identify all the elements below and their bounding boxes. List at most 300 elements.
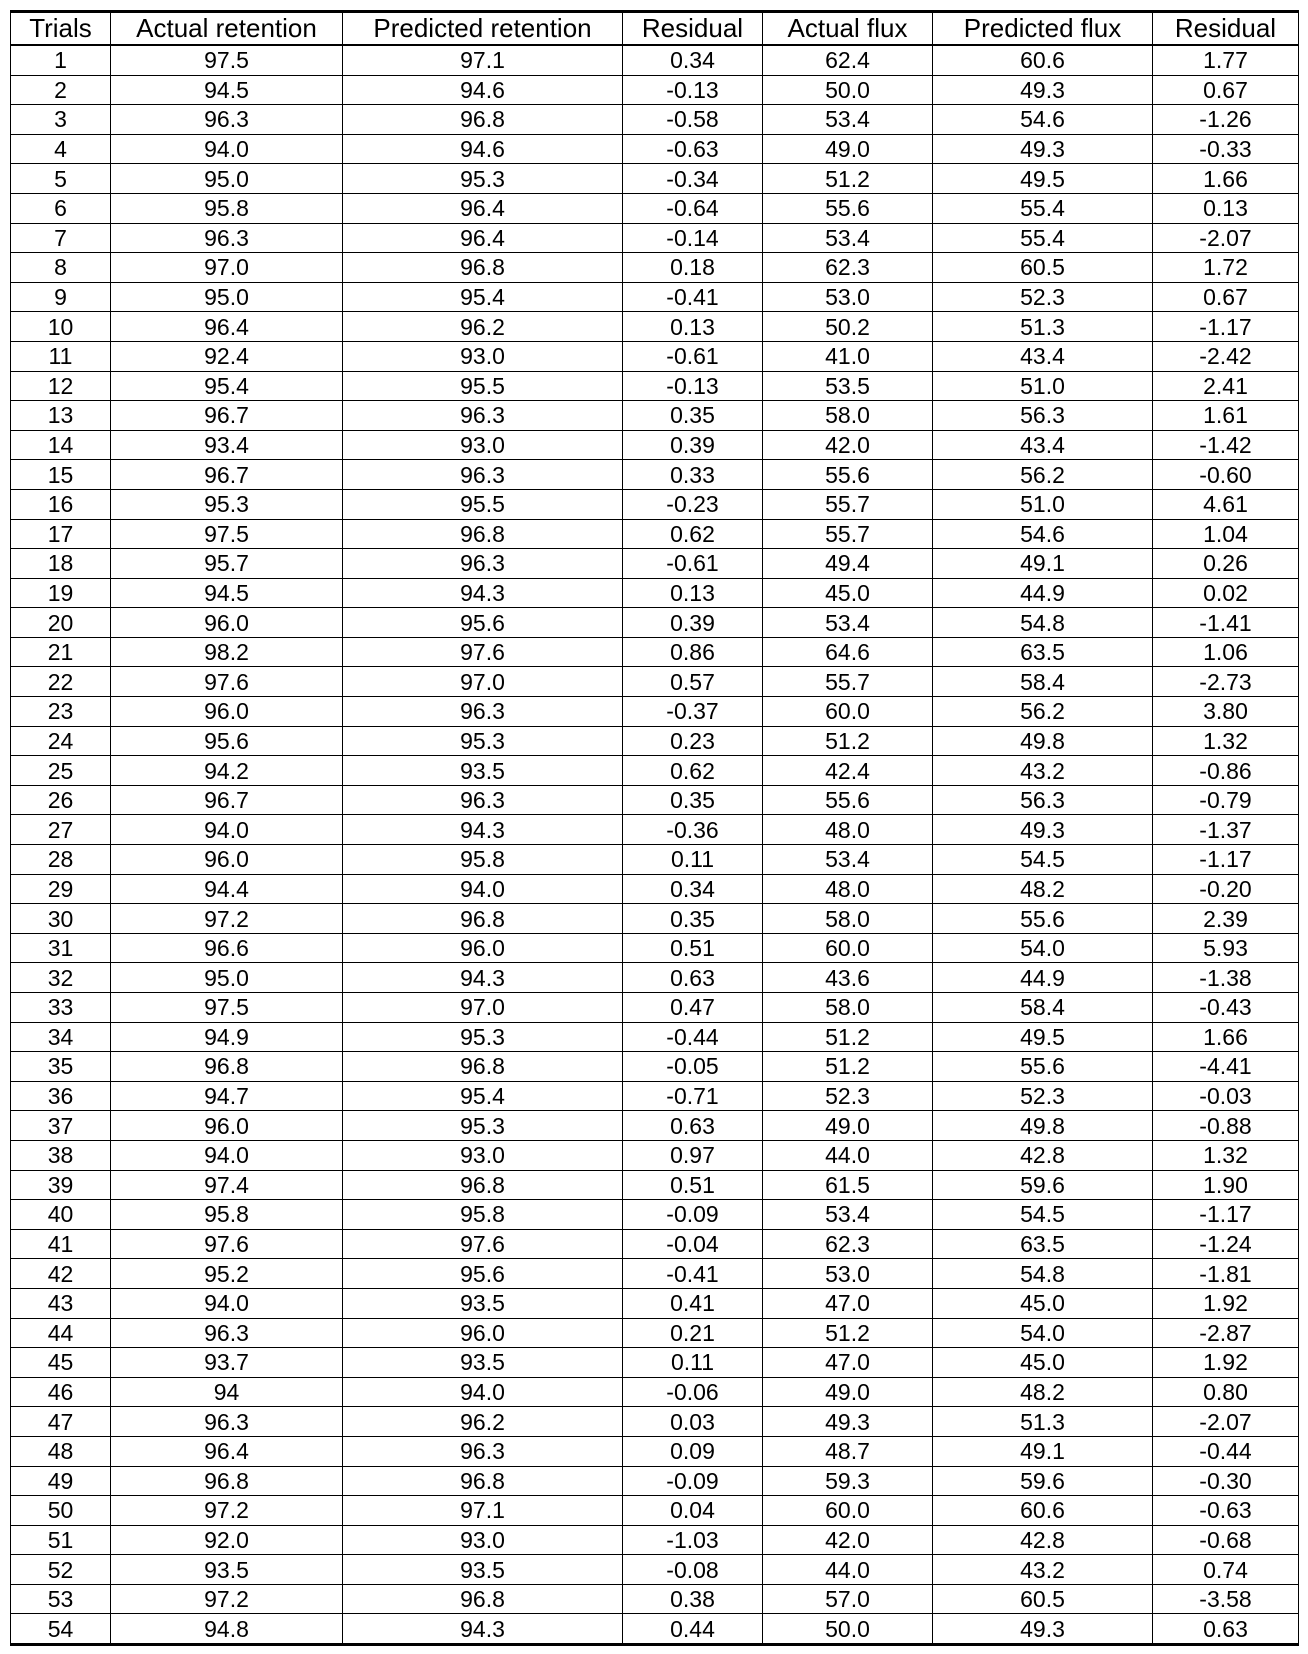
cell-residual-flux: 5.93 bbox=[1153, 933, 1299, 963]
table-row bbox=[11, 1525, 1299, 1555]
cell-residual-flux: 0.80 bbox=[1153, 1377, 1299, 1407]
cell-residual-retention: -0.05 bbox=[623, 1052, 763, 1082]
cell-predicted-retention: 96.8 bbox=[343, 105, 623, 135]
cell-actual-retention: 97.2 bbox=[111, 1584, 343, 1614]
cell-residual-flux: -0.33 bbox=[1153, 134, 1299, 164]
cell-residual-retention: 0.39 bbox=[623, 430, 763, 460]
table-row bbox=[11, 549, 1299, 579]
cell-residual-flux: -1.17 bbox=[1153, 845, 1299, 875]
cell-actual-retention: 94.4 bbox=[111, 874, 343, 904]
cell-trial: 28 bbox=[11, 845, 111, 875]
cell-actual-flux: 48.7 bbox=[763, 1436, 933, 1466]
table-row bbox=[11, 845, 1299, 875]
cell-predicted-flux: 54.8 bbox=[933, 608, 1153, 638]
cell-actual-retention: 95.3 bbox=[111, 489, 343, 519]
cell-residual-retention: 0.63 bbox=[623, 1111, 763, 1141]
cell-predicted-flux: 42.8 bbox=[933, 1525, 1153, 1555]
cell-trial: 18 bbox=[11, 549, 111, 579]
cell-predicted-retention: 97.0 bbox=[343, 667, 623, 697]
table-row bbox=[11, 697, 1299, 727]
cell-predicted-retention: 96.3 bbox=[343, 460, 623, 490]
cell-actual-retention: 97.5 bbox=[111, 519, 343, 549]
cell-predicted-retention: 95.5 bbox=[343, 489, 623, 519]
cell-predicted-flux: 43.2 bbox=[933, 1555, 1153, 1585]
cell-residual-flux: -1.17 bbox=[1153, 312, 1299, 342]
cell-residual-flux: 1.66 bbox=[1153, 1022, 1299, 1052]
cell-trial: 4 bbox=[11, 134, 111, 164]
cell-trial: 15 bbox=[11, 460, 111, 490]
cell-residual-flux: 1.72 bbox=[1153, 253, 1299, 283]
cell-actual-retention: 97.4 bbox=[111, 1170, 343, 1200]
cell-residual-retention: 0.38 bbox=[623, 1584, 763, 1614]
cell-residual-flux: 4.61 bbox=[1153, 489, 1299, 519]
cell-predicted-retention: 93.0 bbox=[343, 430, 623, 460]
cell-predicted-retention: 95.4 bbox=[343, 1081, 623, 1111]
cell-trial: 51 bbox=[11, 1525, 111, 1555]
cell-residual-flux: -1.38 bbox=[1153, 963, 1299, 993]
table-row bbox=[11, 637, 1299, 667]
cell-actual-retention: 97.6 bbox=[111, 667, 343, 697]
cell-actual-flux: 60.0 bbox=[763, 1496, 933, 1526]
cell-trial: 37 bbox=[11, 1111, 111, 1141]
cell-predicted-retention: 94.3 bbox=[343, 963, 623, 993]
table-row bbox=[11, 608, 1299, 638]
cell-actual-flux: 59.3 bbox=[763, 1466, 933, 1496]
cell-predicted-flux: 52.3 bbox=[933, 1081, 1153, 1111]
cell-actual-retention: 96.3 bbox=[111, 223, 343, 253]
table-row bbox=[11, 341, 1299, 371]
cell-predicted-flux: 63.5 bbox=[933, 637, 1153, 667]
cell-actual-retention: 97.0 bbox=[111, 253, 343, 283]
cell-predicted-flux: 54.8 bbox=[933, 1259, 1153, 1289]
cell-predicted-flux: 56.3 bbox=[933, 785, 1153, 815]
cell-trial: 10 bbox=[11, 312, 111, 342]
cell-actual-retention: 95.4 bbox=[111, 371, 343, 401]
cell-actual-retention: 94.5 bbox=[111, 578, 343, 608]
cell-predicted-retention: 97.6 bbox=[343, 637, 623, 667]
cell-actual-flux: 57.0 bbox=[763, 1584, 933, 1614]
cell-predicted-retention: 95.3 bbox=[343, 1022, 623, 1052]
cell-predicted-retention: 96.8 bbox=[343, 1584, 623, 1614]
cell-actual-flux: 53.4 bbox=[763, 105, 933, 135]
table-row bbox=[11, 815, 1299, 845]
cell-residual-retention: 0.62 bbox=[623, 519, 763, 549]
cell-residual-retention: -1.03 bbox=[623, 1525, 763, 1555]
cell-actual-retention: 92.0 bbox=[111, 1525, 343, 1555]
cell-residual-retention: -0.13 bbox=[623, 75, 763, 105]
header-predicted-retention: Predicted retention bbox=[343, 12, 623, 46]
cell-actual-retention: 97.2 bbox=[111, 904, 343, 934]
cell-predicted-flux: 60.6 bbox=[933, 45, 1153, 75]
table-row bbox=[11, 933, 1299, 963]
cell-residual-retention: -0.13 bbox=[623, 371, 763, 401]
table-row bbox=[11, 282, 1299, 312]
cell-actual-flux: 50.0 bbox=[763, 75, 933, 105]
table-header bbox=[11, 12, 1299, 46]
cell-residual-retention: 0.23 bbox=[623, 726, 763, 756]
data-table-container bbox=[10, 10, 1298, 1646]
table-row bbox=[11, 1466, 1299, 1496]
cell-actual-retention: 96.0 bbox=[111, 697, 343, 727]
cell-trial: 32 bbox=[11, 963, 111, 993]
cell-predicted-flux: 48.2 bbox=[933, 874, 1153, 904]
cell-predicted-flux: 49.5 bbox=[933, 1022, 1153, 1052]
cell-residual-flux: -0.63 bbox=[1153, 1496, 1299, 1526]
cell-predicted-flux: 48.2 bbox=[933, 1377, 1153, 1407]
cell-residual-retention: 0.39 bbox=[623, 608, 763, 638]
cell-predicted-flux: 54.6 bbox=[933, 105, 1153, 135]
cell-predicted-retention: 93.5 bbox=[343, 1348, 623, 1378]
cell-predicted-flux: 43.2 bbox=[933, 756, 1153, 786]
table-row bbox=[11, 1436, 1299, 1466]
cell-predicted-flux: 49.3 bbox=[933, 1614, 1153, 1645]
table-row bbox=[11, 1496, 1299, 1526]
cell-predicted-retention: 95.8 bbox=[343, 845, 623, 875]
cell-actual-flux: 43.6 bbox=[763, 963, 933, 993]
table-body bbox=[11, 45, 1299, 1645]
cell-actual-flux: 51.2 bbox=[763, 1052, 933, 1082]
cell-actual-flux: 64.6 bbox=[763, 637, 933, 667]
cell-actual-flux: 55.7 bbox=[763, 519, 933, 549]
cell-actual-flux: 53.4 bbox=[763, 608, 933, 638]
cell-actual-retention: 96.7 bbox=[111, 785, 343, 815]
header-residual-retention: Residual bbox=[623, 12, 763, 46]
cell-predicted-retention: 93.0 bbox=[343, 1140, 623, 1170]
cell-trial: 6 bbox=[11, 193, 111, 223]
table-row bbox=[11, 1200, 1299, 1230]
retention-flux-table bbox=[10, 10, 1299, 1646]
header-actual-flux: Actual flux bbox=[763, 12, 933, 46]
cell-predicted-flux: 59.6 bbox=[933, 1466, 1153, 1496]
cell-predicted-flux: 54.0 bbox=[933, 933, 1153, 963]
cell-predicted-retention: 96.3 bbox=[343, 697, 623, 727]
cell-actual-retention: 93.4 bbox=[111, 430, 343, 460]
cell-trial: 11 bbox=[11, 341, 111, 371]
cell-residual-retention: 0.11 bbox=[623, 845, 763, 875]
cell-residual-retention: 0.47 bbox=[623, 993, 763, 1023]
table-row bbox=[11, 371, 1299, 401]
cell-trial: 7 bbox=[11, 223, 111, 253]
cell-actual-retention: 96.3 bbox=[111, 105, 343, 135]
cell-trial: 33 bbox=[11, 993, 111, 1023]
cell-actual-retention: 94.0 bbox=[111, 815, 343, 845]
table-row bbox=[11, 1288, 1299, 1318]
cell-residual-flux: -4.41 bbox=[1153, 1052, 1299, 1082]
cell-trial: 44 bbox=[11, 1318, 111, 1348]
cell-trial: 35 bbox=[11, 1052, 111, 1082]
cell-predicted-flux: 49.8 bbox=[933, 1111, 1153, 1141]
cell-actual-retention: 97.5 bbox=[111, 45, 343, 75]
cell-predicted-retention: 96.8 bbox=[343, 253, 623, 283]
cell-residual-retention: -0.63 bbox=[623, 134, 763, 164]
table-row bbox=[11, 489, 1299, 519]
cell-actual-retention: 94.8 bbox=[111, 1614, 343, 1645]
cell-predicted-flux: 59.6 bbox=[933, 1170, 1153, 1200]
cell-predicted-flux: 54.6 bbox=[933, 519, 1153, 549]
cell-predicted-flux: 49.3 bbox=[933, 75, 1153, 105]
cell-predicted-retention: 95.5 bbox=[343, 371, 623, 401]
cell-residual-retention: 0.35 bbox=[623, 401, 763, 431]
cell-actual-flux: 48.0 bbox=[763, 874, 933, 904]
table-row bbox=[11, 874, 1299, 904]
cell-residual-flux: 1.32 bbox=[1153, 726, 1299, 756]
cell-predicted-retention: 94.0 bbox=[343, 1377, 623, 1407]
cell-predicted-retention: 94.6 bbox=[343, 75, 623, 105]
table-row bbox=[11, 1348, 1299, 1378]
cell-residual-retention: -0.14 bbox=[623, 223, 763, 253]
cell-predicted-flux: 45.0 bbox=[933, 1288, 1153, 1318]
table-row bbox=[11, 1170, 1299, 1200]
cell-trial: 43 bbox=[11, 1288, 111, 1318]
table-row bbox=[11, 1081, 1299, 1111]
cell-predicted-flux: 54.5 bbox=[933, 1200, 1153, 1230]
cell-trial: 42 bbox=[11, 1259, 111, 1289]
cell-predicted-flux: 43.4 bbox=[933, 341, 1153, 371]
cell-actual-flux: 47.0 bbox=[763, 1288, 933, 1318]
cell-residual-flux: 0.26 bbox=[1153, 549, 1299, 579]
cell-actual-retention: 95.7 bbox=[111, 549, 343, 579]
cell-predicted-retention: 97.6 bbox=[343, 1229, 623, 1259]
cell-predicted-retention: 94.3 bbox=[343, 578, 623, 608]
cell-predicted-flux: 60.6 bbox=[933, 1496, 1153, 1526]
cell-predicted-flux: 43.4 bbox=[933, 430, 1153, 460]
cell-actual-flux: 42.0 bbox=[763, 430, 933, 460]
cell-residual-flux: 3.80 bbox=[1153, 697, 1299, 727]
cell-actual-flux: 50.0 bbox=[763, 1614, 933, 1645]
cell-actual-flux: 58.0 bbox=[763, 904, 933, 934]
cell-trial: 46 bbox=[11, 1377, 111, 1407]
table-row bbox=[11, 193, 1299, 223]
cell-residual-flux: 0.13 bbox=[1153, 193, 1299, 223]
table-row bbox=[11, 963, 1299, 993]
cell-residual-flux: 0.67 bbox=[1153, 75, 1299, 105]
table-row bbox=[11, 519, 1299, 549]
cell-actual-retention: 94.9 bbox=[111, 1022, 343, 1052]
cell-trial: 30 bbox=[11, 904, 111, 934]
cell-trial: 38 bbox=[11, 1140, 111, 1170]
cell-predicted-retention: 96.8 bbox=[343, 1170, 623, 1200]
cell-residual-flux: -2.42 bbox=[1153, 341, 1299, 371]
cell-residual-retention: 0.18 bbox=[623, 253, 763, 283]
cell-actual-flux: 51.2 bbox=[763, 1022, 933, 1052]
cell-predicted-retention: 96.8 bbox=[343, 519, 623, 549]
cell-predicted-retention: 95.3 bbox=[343, 726, 623, 756]
cell-trial: 16 bbox=[11, 489, 111, 519]
cell-predicted-flux: 54.5 bbox=[933, 845, 1153, 875]
cell-predicted-retention: 96.8 bbox=[343, 1466, 623, 1496]
cell-predicted-flux: 55.6 bbox=[933, 1052, 1153, 1082]
cell-actual-retention: 96.3 bbox=[111, 1407, 343, 1437]
cell-actual-retention: 96.0 bbox=[111, 845, 343, 875]
cell-predicted-flux: 55.4 bbox=[933, 223, 1153, 253]
cell-actual-flux: 62.3 bbox=[763, 1229, 933, 1259]
cell-actual-retention: 94.2 bbox=[111, 756, 343, 786]
header-residual-flux: Residual bbox=[1153, 12, 1299, 46]
cell-residual-flux: 1.06 bbox=[1153, 637, 1299, 667]
cell-actual-flux: 62.3 bbox=[763, 253, 933, 283]
cell-residual-retention: -0.08 bbox=[623, 1555, 763, 1585]
cell-predicted-retention: 95.6 bbox=[343, 608, 623, 638]
cell-predicted-retention: 93.0 bbox=[343, 1525, 623, 1555]
cell-residual-flux: -0.30 bbox=[1153, 1466, 1299, 1496]
cell-residual-retention: 0.35 bbox=[623, 904, 763, 934]
cell-actual-flux: 58.0 bbox=[763, 993, 933, 1023]
cell-residual-flux: -1.17 bbox=[1153, 1200, 1299, 1230]
cell-trial: 41 bbox=[11, 1229, 111, 1259]
cell-actual-retention: 93.7 bbox=[111, 1348, 343, 1378]
cell-residual-retention: 0.41 bbox=[623, 1288, 763, 1318]
cell-residual-retention: -0.36 bbox=[623, 815, 763, 845]
cell-actual-flux: 61.5 bbox=[763, 1170, 933, 1200]
cell-actual-retention: 94.0 bbox=[111, 1140, 343, 1170]
table-row bbox=[11, 1614, 1299, 1645]
cell-residual-retention: -0.34 bbox=[623, 164, 763, 194]
cell-residual-retention: 0.33 bbox=[623, 460, 763, 490]
cell-actual-retention: 94.5 bbox=[111, 75, 343, 105]
cell-actual-flux: 60.0 bbox=[763, 697, 933, 727]
cell-actual-flux: 53.4 bbox=[763, 223, 933, 253]
cell-actual-flux: 55.6 bbox=[763, 785, 933, 815]
cell-predicted-retention: 97.0 bbox=[343, 993, 623, 1023]
cell-residual-flux: -0.03 bbox=[1153, 1081, 1299, 1111]
table-row bbox=[11, 1318, 1299, 1348]
cell-residual-flux: -0.43 bbox=[1153, 993, 1299, 1023]
table-row bbox=[11, 134, 1299, 164]
cell-predicted-retention: 94.3 bbox=[343, 1614, 623, 1645]
cell-predicted-retention: 93.5 bbox=[343, 756, 623, 786]
cell-trial: 20 bbox=[11, 608, 111, 638]
cell-residual-retention: 0.34 bbox=[623, 45, 763, 75]
cell-actual-flux: 42.4 bbox=[763, 756, 933, 786]
cell-predicted-flux: 49.1 bbox=[933, 549, 1153, 579]
table-row bbox=[11, 1022, 1299, 1052]
cell-actual-flux: 53.0 bbox=[763, 282, 933, 312]
cell-actual-retention: 95.2 bbox=[111, 1259, 343, 1289]
table-row bbox=[11, 430, 1299, 460]
cell-actual-retention: 94 bbox=[111, 1377, 343, 1407]
cell-actual-flux: 53.5 bbox=[763, 371, 933, 401]
cell-predicted-retention: 95.3 bbox=[343, 1111, 623, 1141]
cell-actual-flux: 49.0 bbox=[763, 1377, 933, 1407]
cell-actual-flux: 49.0 bbox=[763, 134, 933, 164]
cell-trial: 12 bbox=[11, 371, 111, 401]
table-row bbox=[11, 460, 1299, 490]
cell-trial: 13 bbox=[11, 401, 111, 431]
cell-residual-flux: -0.68 bbox=[1153, 1525, 1299, 1555]
cell-residual-retention: 0.86 bbox=[623, 637, 763, 667]
header-predicted-flux: Predicted flux bbox=[933, 12, 1153, 46]
cell-trial: 24 bbox=[11, 726, 111, 756]
header-trials: Trials bbox=[11, 12, 111, 46]
cell-actual-flux: 58.0 bbox=[763, 401, 933, 431]
cell-predicted-retention: 93.0 bbox=[343, 341, 623, 371]
cell-residual-flux: 2.41 bbox=[1153, 371, 1299, 401]
cell-residual-flux: 1.66 bbox=[1153, 164, 1299, 194]
cell-actual-retention: 96.3 bbox=[111, 1318, 343, 1348]
cell-residual-flux: -1.81 bbox=[1153, 1259, 1299, 1289]
cell-predicted-flux: 51.3 bbox=[933, 1407, 1153, 1437]
cell-predicted-flux: 55.4 bbox=[933, 193, 1153, 223]
table-row bbox=[11, 75, 1299, 105]
cell-actual-flux: 62.4 bbox=[763, 45, 933, 75]
cell-actual-retention: 94.0 bbox=[111, 1288, 343, 1318]
cell-actual-flux: 52.3 bbox=[763, 1081, 933, 1111]
cell-predicted-flux: 49.8 bbox=[933, 726, 1153, 756]
table-row bbox=[11, 578, 1299, 608]
cell-predicted-retention: 96.2 bbox=[343, 1407, 623, 1437]
cell-residual-retention: 0.04 bbox=[623, 1496, 763, 1526]
cell-trial: 36 bbox=[11, 1081, 111, 1111]
cell-residual-retention: -0.41 bbox=[623, 1259, 763, 1289]
cell-predicted-retention: 95.8 bbox=[343, 1200, 623, 1230]
cell-residual-retention: 0.13 bbox=[623, 312, 763, 342]
cell-actual-flux: 48.0 bbox=[763, 815, 933, 845]
cell-residual-retention: 0.09 bbox=[623, 1436, 763, 1466]
cell-actual-flux: 42.0 bbox=[763, 1525, 933, 1555]
cell-actual-retention: 95.6 bbox=[111, 726, 343, 756]
cell-actual-flux: 45.0 bbox=[763, 578, 933, 608]
cell-predicted-flux: 51.0 bbox=[933, 371, 1153, 401]
cell-trial: 17 bbox=[11, 519, 111, 549]
table-row bbox=[11, 904, 1299, 934]
cell-residual-retention: 0.51 bbox=[623, 1170, 763, 1200]
cell-trial: 25 bbox=[11, 756, 111, 786]
cell-trial: 22 bbox=[11, 667, 111, 697]
cell-trial: 8 bbox=[11, 253, 111, 283]
cell-residual-retention: -0.58 bbox=[623, 105, 763, 135]
cell-actual-flux: 41.0 bbox=[763, 341, 933, 371]
cell-actual-flux: 60.0 bbox=[763, 933, 933, 963]
cell-predicted-flux: 54.0 bbox=[933, 1318, 1153, 1348]
cell-predicted-flux: 58.4 bbox=[933, 667, 1153, 697]
cell-actual-retention: 96.8 bbox=[111, 1052, 343, 1082]
cell-actual-flux: 44.0 bbox=[763, 1140, 933, 1170]
cell-actual-retention: 96.4 bbox=[111, 1436, 343, 1466]
cell-predicted-retention: 95.3 bbox=[343, 164, 623, 194]
cell-actual-retention: 94.7 bbox=[111, 1081, 343, 1111]
cell-residual-retention: -0.44 bbox=[623, 1022, 763, 1052]
cell-predicted-retention: 96.2 bbox=[343, 312, 623, 342]
cell-residual-flux: -0.60 bbox=[1153, 460, 1299, 490]
cell-residual-retention: -0.41 bbox=[623, 282, 763, 312]
table-row bbox=[11, 1407, 1299, 1437]
cell-trial: 47 bbox=[11, 1407, 111, 1437]
cell-actual-retention: 98.2 bbox=[111, 637, 343, 667]
cell-actual-retention: 97.2 bbox=[111, 1496, 343, 1526]
cell-predicted-flux: 63.5 bbox=[933, 1229, 1153, 1259]
cell-actual-flux: 51.2 bbox=[763, 164, 933, 194]
cell-actual-flux: 49.3 bbox=[763, 1407, 933, 1437]
cell-trial: 52 bbox=[11, 1555, 111, 1585]
cell-trial: 14 bbox=[11, 430, 111, 460]
cell-actual-retention: 95.0 bbox=[111, 282, 343, 312]
cell-trial: 49 bbox=[11, 1466, 111, 1496]
table-row bbox=[11, 45, 1299, 75]
cell-actual-retention: 92.4 bbox=[111, 341, 343, 371]
cell-predicted-retention: 94.0 bbox=[343, 874, 623, 904]
cell-actual-flux: 55.7 bbox=[763, 489, 933, 519]
cell-actual-flux: 53.0 bbox=[763, 1259, 933, 1289]
cell-trial: 31 bbox=[11, 933, 111, 963]
cell-predicted-retention: 96.0 bbox=[343, 933, 623, 963]
cell-actual-flux: 55.6 bbox=[763, 193, 933, 223]
cell-predicted-flux: 51.3 bbox=[933, 312, 1153, 342]
table-row bbox=[11, 993, 1299, 1023]
cell-residual-retention: -0.06 bbox=[623, 1377, 763, 1407]
cell-trial: 50 bbox=[11, 1496, 111, 1526]
cell-residual-retention: -0.09 bbox=[623, 1466, 763, 1496]
cell-actual-flux: 50.2 bbox=[763, 312, 933, 342]
